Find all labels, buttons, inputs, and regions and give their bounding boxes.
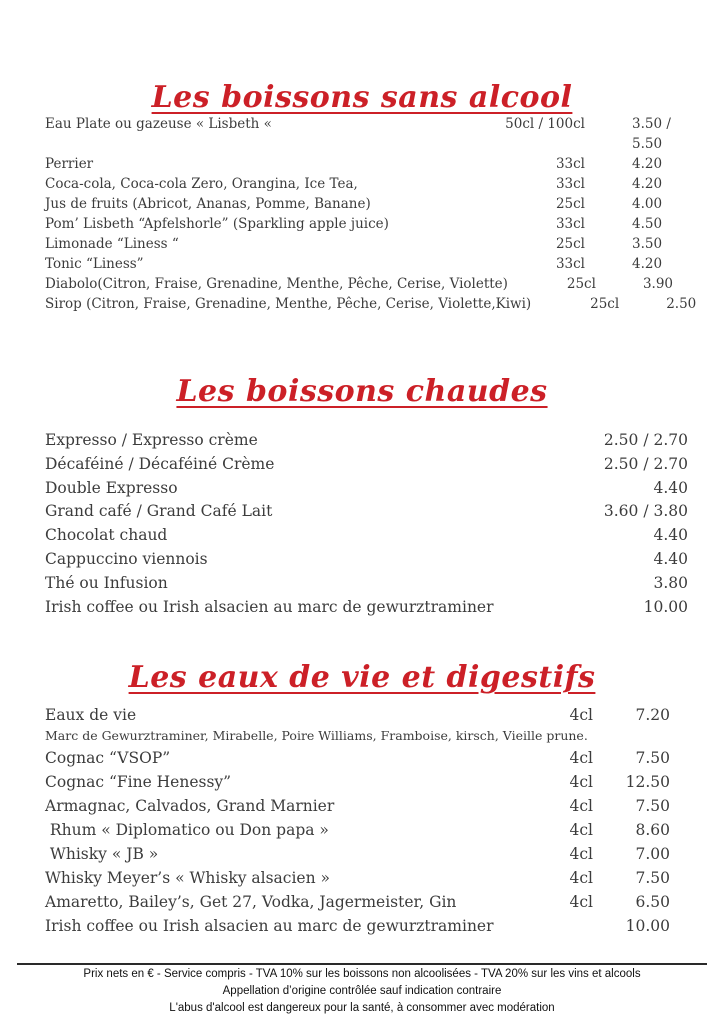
menu-item-price: 4.00	[632, 196, 663, 212]
menu-item-size: 4cl	[569, 773, 593, 791]
menu-item-price: 12.50	[625, 773, 670, 791]
footer-line-prices: Prix nets en € - Service compris - TVA 10% sur les boissons non alcoolisées - TVA 20% sur les vins et alcools	[83, 968, 641, 980]
menu-item-row	[45, 866, 670, 890]
menu-item-price: 3.60 / 3.80	[603, 502, 688, 521]
menu-item-size: 33cl	[555, 256, 585, 272]
menu-item-row	[45, 548, 688, 572]
menu-item-price: 10.00	[625, 917, 670, 935]
menu-item-row	[45, 596, 688, 620]
menu-item-row	[45, 477, 688, 501]
menu-item-size: 25cl	[555, 196, 585, 212]
menu-item-size: 4cl	[569, 797, 593, 815]
menu-item-row	[45, 890, 670, 914]
section-eaux-de-vie	[45, 703, 670, 938]
menu-item-price: 4.20	[632, 256, 663, 272]
menu-item-price: 4.40	[653, 478, 688, 497]
menu-item-price: 7.50	[635, 749, 670, 767]
menu-item-price: 3.50 / 5.50	[632, 116, 671, 152]
menu-item-name: Cognac “Fine Henessy”	[45, 773, 232, 791]
menu-item-row	[45, 500, 688, 524]
menu-item-row	[45, 770, 670, 794]
menu-item-price: 2.50 / 2.70	[603, 431, 688, 449]
menu-item-row	[45, 174, 702, 194]
menu-item-price: 4.40	[653, 549, 688, 568]
menu-item-size: 4cl	[569, 706, 593, 724]
menu-item-name: Jus de fruits (Abricot, Ananas, Pomme, Banane)	[45, 196, 371, 212]
menu-item-size: 25cl	[555, 236, 585, 252]
menu-item-row	[45, 524, 688, 548]
menu-item-price: 7.50	[635, 797, 670, 815]
menu-item-size: 33cl	[555, 176, 585, 192]
menu-item-row	[45, 842, 670, 866]
menu-item-name: Limonade “Liness “	[45, 236, 179, 252]
menu-item-size: 25cl	[590, 296, 620, 312]
menu-item-row	[45, 294, 702, 314]
menu-item-price: 7.00	[635, 845, 670, 863]
menu-item-price: 6.50	[635, 893, 670, 911]
menu-item-name: Thé ou Infusion	[45, 573, 168, 592]
menu-item-size: 50cl / 100cl	[505, 116, 585, 132]
menu-item-price: 3.50	[632, 236, 663, 252]
menu-item-name: Pom’ Lisbeth “Apfelshorle” (Sparkling apple juice)	[45, 216, 389, 232]
menu-item-row	[45, 914, 670, 938]
section-title-soft-drinks: Les boissons sans alcool	[151, 80, 573, 116]
section-hot-drinks	[45, 429, 688, 619]
menu-item-name: Diabolo(Citron, Fraise, Grenadine, Menthe, Pêche, Cerise, Violette)	[45, 276, 508, 292]
menu-item-name: Double Expresso	[45, 478, 178, 497]
menu-item-price: 4.20	[632, 156, 663, 172]
menu-item-name: Cappuccino viennois	[45, 549, 208, 568]
footer-line-appellation: Appellation d’origine contrôlée sauf indication contraire	[222, 985, 502, 997]
menu-item-price: 7.50	[635, 869, 670, 887]
menu-item-name: Armagnac, Calvados, Grand Marnier	[45, 797, 335, 815]
menu-item-name: Sirop (Citron, Fraise, Grenadine, Menthe, Pêche, Cerise, Violette,Kiwi)	[45, 296, 532, 312]
menu-item-row	[45, 703, 670, 727]
menu-item-name: Tonic “Liness”	[45, 256, 144, 272]
menu-item-size: 4cl	[569, 869, 593, 887]
menu-item-size: 4cl	[569, 821, 593, 839]
menu-item-price: 7.20	[635, 706, 670, 724]
menu-item-note: Marc de Gewurztraminer, Mirabelle, Poire Williams, Framboise, kirsch, Vieille prune.	[45, 728, 588, 743]
menu-item-name: Perrier	[45, 156, 94, 172]
menu-item-row	[45, 818, 670, 842]
menu-item-row	[45, 234, 702, 254]
menu-item-name: Expresso / Expresso crème	[45, 431, 258, 449]
menu-item-row	[45, 746, 670, 770]
menu-item-row	[45, 254, 702, 274]
menu-item-name: Whisky Meyer’s « Whisky alsacien »	[45, 869, 331, 887]
menu-item-row	[45, 214, 702, 234]
menu-item-name: Eau Plate ou gazeuse « Lisbeth «	[45, 116, 272, 132]
menu-item-name: Irish coffee ou Irish alsacien au marc de gewurztraminer	[45, 597, 494, 616]
menu-item-size: 33cl	[555, 156, 585, 172]
menu-item-price: 4.40	[653, 526, 688, 545]
menu-item-size: 4cl	[569, 893, 593, 911]
footer-divider	[17, 963, 707, 965]
menu-item-row	[45, 572, 688, 596]
menu-item-row	[45, 453, 688, 477]
menu-item-name: Irish coffee ou Irish alsacien au marc de gewurztraminer	[45, 917, 494, 935]
menu-item-size: 4cl	[569, 749, 593, 767]
menu-item-price: 4.20	[632, 176, 663, 192]
menu-item-price: 2.50 / 2.70	[603, 454, 688, 473]
footer-legal-notes	[0, 966, 724, 1017]
menu-item-size: 4cl	[569, 845, 593, 863]
menu-item-name: Rhum « Diplomatico ou Don papa »	[45, 821, 329, 839]
menu-item-name: Cognac “VSOP”	[45, 749, 171, 767]
menu-item-row	[45, 154, 702, 174]
section-soft-drinks	[45, 114, 702, 314]
menu-item-row	[45, 114, 702, 154]
menu-item-price: 3.90	[642, 276, 673, 292]
menu-item-price: 3.80	[653, 573, 688, 592]
menu-item-name: Grand café / Grand Café Lait	[45, 502, 273, 521]
menu-item-price: 4.50	[632, 216, 663, 232]
menu-item-name: Amaretto, Bailey’s, Get 27, Vodka, Jagermeister, Gin	[45, 893, 457, 911]
menu-item-price: 2.50	[666, 296, 697, 312]
menu-item-row	[45, 194, 702, 214]
menu-item-row	[45, 274, 702, 294]
menu-item-name: Whisky « JB »	[45, 845, 159, 863]
footer-line-alcohol-warning: L'abus d'alcool est dangereux pour la santé, à consommer avec modération	[169, 1002, 555, 1014]
menu-item-price: 10.00	[643, 597, 688, 616]
menu-item-price: 8.60	[635, 821, 670, 839]
section-title-hot-drinks: Les boissons chaudes	[176, 374, 548, 410]
menu-item-name: Chocolat chaud	[45, 526, 168, 545]
menu-item-row	[45, 794, 670, 818]
menu-item-row	[45, 429, 688, 453]
section-title-eaux-de-vie: Les eaux de vie et digestifs	[128, 660, 596, 696]
menu-item-name: Décaféiné / Décaféiné Crème	[45, 454, 275, 473]
menu-item-size: 33cl	[555, 216, 585, 232]
menu-item-size: 25cl	[566, 276, 596, 292]
menu-item-name: Coca-cola, Coca-cola Zero, Orangina, Ice Tea,	[45, 176, 358, 192]
menu-item-name: Eaux de vie	[45, 706, 137, 724]
